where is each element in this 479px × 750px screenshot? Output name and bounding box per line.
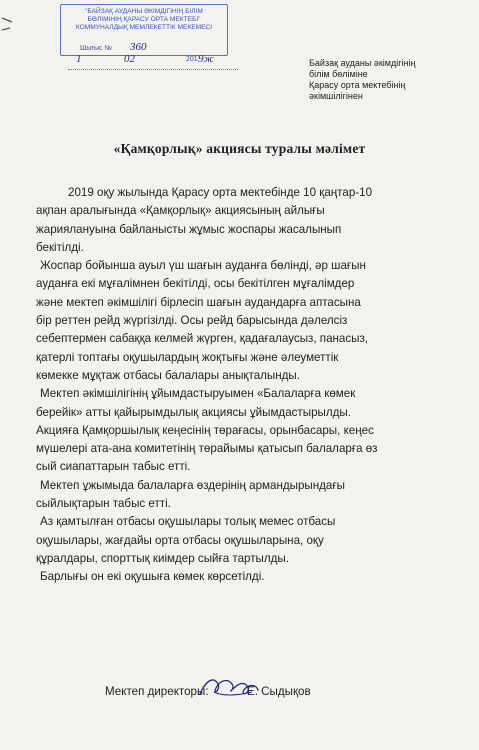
outgoing-date: [68, 53, 238, 70]
paragraph: [36, 477, 458, 514]
paragraph-line: мүшелері ата-ана комитетінің төрайымы қатысып балаларға өз: [36, 442, 378, 456]
paragraph-line: берейік» атты қайырымдылық акциясы ұйымдастырылды.: [36, 405, 351, 419]
document-body: [36, 184, 458, 587]
addressee-line: Байзақ ауданы әкімдігінің: [309, 58, 416, 68]
paragraph-cont: [36, 202, 458, 257]
paragraph-line: Акцияға Қамқоршылық кеңесінің төрағасы, орынбасары, кеңес: [36, 423, 374, 437]
paragraph-line: Мектеп ұжымыда балаларға өздерінің армандырындағы: [40, 478, 345, 492]
outgoing-number-value: 360: [129, 41, 147, 53]
paragraph-line: сый сиапаттарын табыс етті.: [36, 460, 191, 474]
stamp-line: БӨЛІМІНІҢ ҚАРАСУ ОРТА МЕКТЕБІ": [87, 16, 201, 23]
paragraph-line: жариялануына байланысты жұмыс жоспары жасалынып: [36, 222, 342, 236]
paragraph: [36, 385, 458, 476]
addressee-block: [309, 58, 469, 102]
stamp-line: КОММУНАЛДЫҚ МЕМЛЕКЕТТІК МЕКЕМЕСІ: [75, 24, 213, 31]
paragraph-line: ақпан аралығында «Қамқорлық» акциясының айлығы: [36, 204, 325, 218]
date-day: 1: [76, 53, 82, 65]
document-title: «Қамқорлық» акциясы туралы мәлімет: [113, 141, 366, 156]
signatory-name: Е. Сыдықов: [247, 685, 311, 698]
paragraph-line: және мектеп әкімшілігі бірлесіп шағын аудандарға аптасына: [36, 295, 361, 309]
addressee-line: білім бөліміне: [309, 69, 368, 79]
paragraph-line: бір реттен рейд жүргізілді. Осы рейд барысында дәлелсіз: [36, 314, 348, 328]
paragraph-line: қатерлі топтағы оқушылардың жоқтығы және әлеуметтік: [36, 350, 339, 364]
date-month: 02: [124, 53, 135, 65]
outgoing-number: [80, 41, 230, 53]
paragraph-line: оқушылары, жағдайы орта отбасы оқушыларына, оқу: [36, 533, 324, 547]
paragraph-line: сыйлықтарын табыс етті.: [36, 497, 171, 511]
paragraph: [36, 184, 458, 202]
paragraph-line: Аз қамтылған отбасы оқушылары толық мемес отбасы: [40, 515, 336, 529]
date-year-suffix: 9ж: [198, 53, 214, 65]
paragraph-line: көмекке мұқтаж отбасы балалары анықталынды.: [36, 368, 300, 382]
addressee-line: әкімшілігінен: [309, 91, 363, 101]
paragraph-line: 2019 оқу жылында Қарасу орта мектебінде 10 қаңтар-10: [68, 186, 373, 199]
signature-label: Мектеп директоры:: [105, 685, 209, 698]
handwritten-signature-icon: [196, 670, 262, 704]
addressee-line: Қарасу орта мектебінің: [309, 80, 406, 90]
signature-row: [105, 685, 425, 698]
paragraph-line: Жоспар бойынша ауыл үш шағын ауданға бөлінді, әр шағын: [40, 259, 366, 273]
paragraph: [36, 257, 458, 385]
paragraph-line: себептермен сабаққа келмей жүрген, қадағалаусыз, панасыз,: [36, 332, 369, 346]
paragraph-line: құралдары, спорттық киімдер сыйға тартылды.: [36, 551, 289, 565]
paragraph-line: Барлығы он екі оқушыға көмек көрсетілді.: [40, 570, 265, 584]
paragraph-line: бекітілді.: [36, 240, 84, 254]
punch-mark-icon: [0, 0, 24, 60]
paragraph: [36, 513, 458, 568]
paragraph: [36, 568, 458, 586]
paragraph-line: Мектеп әкімшілігінің ұйымдастыруымен «Балаларға көмек: [40, 387, 356, 401]
date-year-prefix: 201: [186, 56, 198, 63]
paragraph-line: ауданға екі мұғалімнен бекітілді, осы бекітілген мұғалімдер: [36, 277, 355, 291]
stamp-line: "БАЙЗАҚ АУДАНЫ ӘКІМДІГІНІҢ БІЛІМ: [85, 8, 203, 15]
outgoing-number-label: Шығыс №: [80, 45, 112, 52]
